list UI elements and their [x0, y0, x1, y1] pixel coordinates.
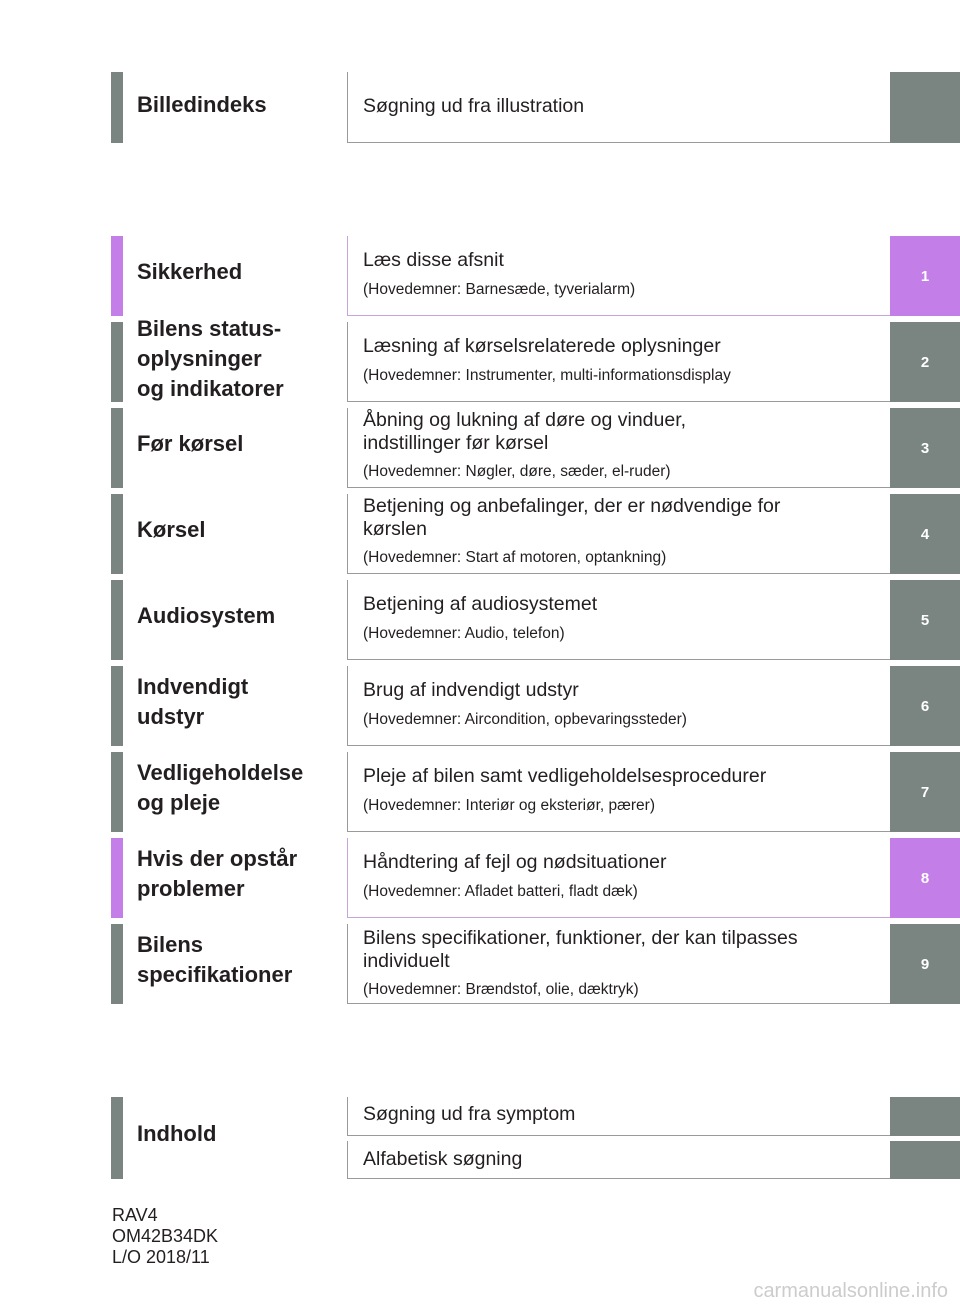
index-content	[347, 1141, 891, 1179]
chapter-row-6[interactable]	[0, 666, 960, 746]
index-row-symptom[interactable]	[0, 1097, 960, 1136]
chapter-bar	[111, 580, 123, 660]
chapter-content	[347, 924, 891, 1004]
chapter-bar	[111, 236, 123, 316]
index-tab[interactable]	[890, 1097, 960, 1136]
chapter-title: Indvendigt udstyr	[137, 674, 249, 729]
chapter-tab[interactable]: 9	[890, 924, 960, 1004]
chapter-tab[interactable]: 6	[890, 666, 960, 746]
section-title: Indhold	[137, 1121, 217, 1146]
chapter-topics: (Hovedemner: Afladet batteri, fladt dæk)	[363, 883, 638, 900]
chapter-description: Brug af indvendigt udstyr	[363, 679, 579, 701]
chapter-title: Hvis der opstår problemer	[137, 846, 298, 901]
chapter-tab[interactable]: 4	[890, 494, 960, 574]
chapter-title: Før kørsel	[137, 431, 244, 456]
chapter-tab[interactable]: 1	[890, 236, 960, 316]
chapter-content	[347, 236, 891, 316]
chapter-tab[interactable]: 5	[890, 580, 960, 660]
index-item-label: Alfabetisk søgning	[363, 1148, 523, 1170]
chapter-description: Åbning og lukning af døre og vinduer, indstillinger før kørsel	[363, 409, 687, 454]
picture-index-row[interactable]	[0, 72, 960, 143]
chapter-content	[347, 408, 891, 488]
chapter-content	[347, 752, 891, 832]
section-title: Billedindeks	[137, 92, 267, 117]
chapter-title: Audiosystem	[137, 603, 276, 628]
chapter-topics: (Hovedemner: Aircondition, opbevaringssteder)	[363, 711, 687, 728]
chapter-content	[347, 494, 891, 574]
chapter-topics: (Hovedemner: Nøgler, døre, sæder, el-ruder)	[363, 463, 671, 480]
chapter-topics: (Hovedemner: Instrumenter, multi-informationsdisplay	[363, 367, 731, 384]
index-item-label: Søgning ud fra symptom	[363, 1103, 576, 1125]
section-content	[347, 72, 891, 143]
chapter-topics: (Hovedemner: Interiør og eksteriør, pærer)	[363, 797, 656, 814]
chapter-description: Læsning af kørselsrelaterede oplysninger	[363, 335, 721, 357]
chapter-bar	[111, 838, 123, 918]
watermark: carmanualsonline.info	[753, 1280, 948, 1302]
index-row-alphabetical[interactable]	[0, 1141, 960, 1179]
chapter-description: Pleje af bilen samt vedligeholdelsesprocedurer	[363, 765, 767, 787]
chapter-tab[interactable]: 7	[890, 752, 960, 832]
index-content	[347, 1097, 891, 1136]
section-tab[interactable]	[890, 72, 960, 143]
chapter-bar	[111, 322, 123, 402]
chapter-topics: (Hovedemner: Brændstof, olie, dæktryk)	[363, 981, 639, 998]
chapter-bar	[111, 924, 123, 1004]
chapter-description: Læs disse afsnit	[363, 249, 504, 271]
chapter-title: Bilens specifikationer	[137, 932, 293, 987]
document-footer: RAV4 OM42B34DK L/O 2018/11	[112, 1205, 219, 1267]
chapter-topics: (Hovedemner: Start af motoren, optankning)	[363, 549, 667, 566]
chapter-bar	[111, 666, 123, 746]
chapter-bar	[111, 752, 123, 832]
chapter-row-2[interactable]	[0, 316, 960, 402]
chapter-tab[interactable]: 2	[890, 322, 960, 402]
chapter-content	[347, 838, 891, 918]
chapter-title: Sikkerhed	[137, 259, 243, 284]
chapter-row-7[interactable]	[0, 752, 960, 832]
chapter-row-3[interactable]	[0, 408, 960, 488]
chapter-content	[347, 580, 891, 660]
chapter-title: Kørsel	[137, 517, 206, 542]
chapter-row-5[interactable]	[0, 580, 960, 660]
chapter-description: Betjening og anbefalinger, der er nødvendige for kørslen	[363, 495, 781, 540]
index-tab[interactable]	[890, 1141, 960, 1179]
chapter-description: Betjening af audiosystemet	[363, 593, 598, 615]
chapter-topics: (Hovedemner: Barnesæde, tyverialarm)	[363, 281, 636, 298]
chapter-row-1[interactable]	[0, 236, 960, 316]
chapter-description: Bilens specifikationer, funktioner, der kan tilpasses individuelt	[363, 927, 798, 972]
chapter-title: Vedligeholdelse og pleje	[137, 760, 304, 815]
chapter-title: Bilens status- oplysninger og indikatorer	[137, 316, 284, 401]
chapter-row-8[interactable]	[0, 838, 960, 918]
chapter-description: Håndtering af fejl og nødsituationer	[363, 851, 667, 873]
chapter-content	[347, 666, 891, 746]
section-bar	[111, 72, 123, 143]
chapter-row-4[interactable]	[0, 494, 960, 574]
chapter-bar	[111, 408, 123, 488]
chapter-tab[interactable]: 8	[890, 838, 960, 918]
section-description: Søgning ud fra illustration	[363, 95, 585, 117]
chapter-content	[347, 322, 891, 402]
chapter-bar	[111, 494, 123, 574]
chapter-row-9[interactable]	[0, 924, 960, 1004]
chapter-tab[interactable]: 3	[890, 408, 960, 488]
chapter-topics: (Hovedemner: Audio, telefon)	[363, 625, 565, 642]
